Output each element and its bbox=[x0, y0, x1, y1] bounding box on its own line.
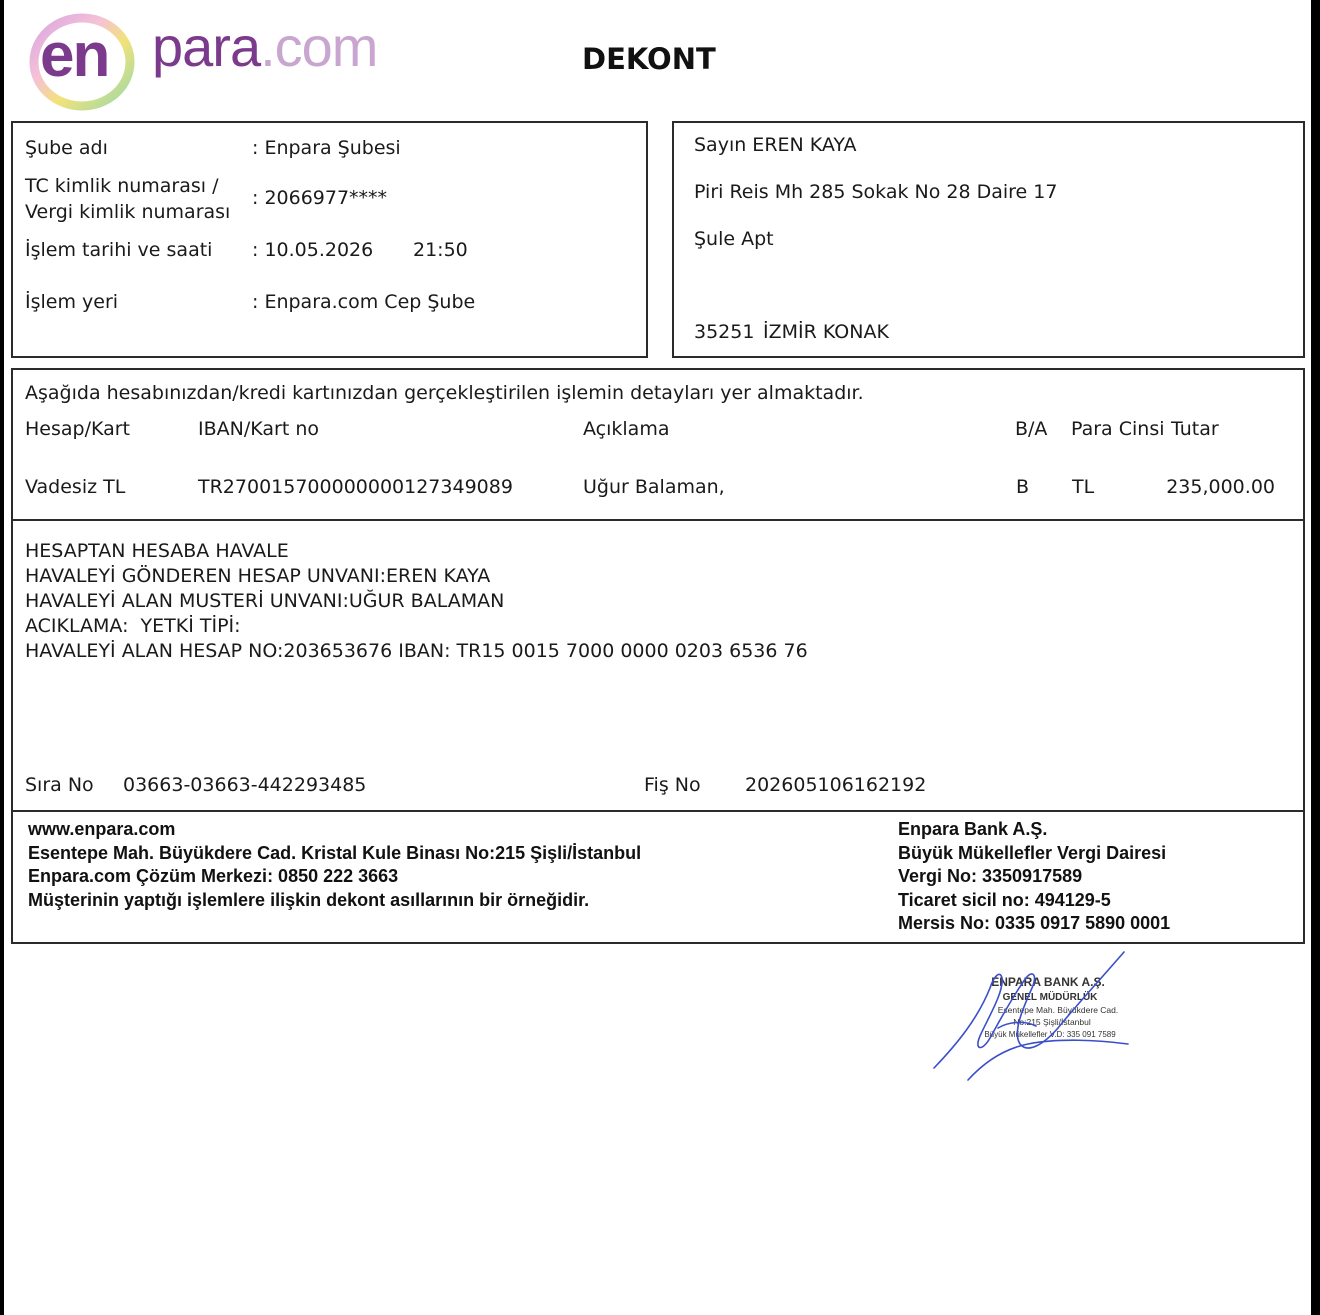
logo-com-text: .com bbox=[260, 15, 378, 78]
footer-bank-name: Enpara Bank A.Ş. bbox=[898, 819, 1048, 839]
memo-line: HAVALEYİ ALAN MUSTERİ UNVANI:UĞUR BALAMAN bbox=[25, 590, 505, 612]
enpara-logo bbox=[22, 6, 378, 110]
footer-support-phone: Enpara.com Çözüm Merkezi: 0850 222 3663 bbox=[28, 866, 399, 886]
row-iban: TR270015700000000127349089 bbox=[198, 476, 513, 498]
receipt-number-label: Fiş No bbox=[644, 774, 701, 796]
memo-line: HAVALEYİ ALAN HESAP NO:203653676 IBAN: TR15 0015 7000 0000 0203 6536 76 bbox=[25, 640, 808, 662]
stamp-line-5: Büyük Mükellefler V.D: 335 091 7589 bbox=[984, 1030, 1116, 1039]
memo-line: ACIKLAMA: YETKİ TİPİ: bbox=[25, 615, 241, 637]
page-edge-right bbox=[1311, 0, 1320, 1315]
footer-tax-number: Vergi No: 3350917589 bbox=[898, 866, 1083, 886]
logo-para bbox=[152, 14, 377, 79]
row-amount: 235,000.00 bbox=[1166, 476, 1275, 498]
page-edge-left bbox=[0, 0, 4, 1315]
receipt-number-value: 202605106162192 bbox=[745, 774, 927, 796]
transaction-date-value: : 10.05.2026 bbox=[252, 239, 374, 261]
footer-website: www.enpara.com bbox=[28, 819, 176, 839]
transaction-time-value: 21:50 bbox=[413, 239, 468, 261]
footer-left-block bbox=[28, 818, 641, 912]
logo-en: en bbox=[40, 21, 109, 90]
header-account: Hesap/Kart bbox=[25, 418, 131, 440]
header-amount: Tutar bbox=[1171, 418, 1219, 440]
stamp-line-3: Esentepe Mah. Büyükdere Cad. bbox=[997, 1005, 1119, 1015]
row-ba: B bbox=[1016, 476, 1030, 498]
recipient-greeting: Sayın EREN KAYA bbox=[694, 134, 857, 156]
bank-stamp-signature bbox=[928, 948, 1148, 1088]
footer-right-block bbox=[898, 818, 1170, 936]
memo-line: HAVALEYİ GÖNDEREN HESAP UNVANI:EREN KAYA bbox=[25, 565, 491, 587]
sequence-number-label: Sıra No bbox=[25, 774, 94, 796]
row-account: Vadesiz TL bbox=[25, 476, 126, 498]
header-description: Açıklama bbox=[583, 418, 670, 440]
stamp-line-4: No:215 Şişli/İstanbul bbox=[1013, 1017, 1091, 1027]
address-line-2: Şule Apt bbox=[694, 228, 774, 250]
address-city: İZMİR KONAK bbox=[763, 321, 889, 343]
branch-name-label: Şube adı bbox=[25, 137, 108, 159]
document-title: DEKONT bbox=[582, 42, 716, 76]
transaction-date-label: İşlem tarihi ve saati bbox=[25, 239, 213, 261]
stamp-line-2: GENEL MÜDÜRLÜK bbox=[1002, 992, 1098, 1003]
details-intro-text: Aşağıda hesabınızdan/kredi kartınızdan gerçekleştirilen işlemin detayları yer almaktadır. bbox=[25, 382, 864, 404]
transfer-memo bbox=[25, 539, 808, 664]
footer-trade-registry: Ticaret sicil no: 494129-5 bbox=[898, 889, 1111, 910]
header-ba: B/A bbox=[1015, 418, 1048, 440]
sequence-number-value: 03663-03663-442293485 bbox=[123, 774, 367, 796]
tax-id-label-line1: TC kimlik numarası / bbox=[25, 175, 219, 197]
header-iban: IBAN/Kart no bbox=[198, 418, 319, 440]
details-divider bbox=[11, 519, 1305, 521]
tax-id-value: : 2066977**** bbox=[252, 187, 388, 209]
signature-scribble bbox=[934, 952, 1128, 1080]
logo-para-text: para bbox=[152, 15, 261, 78]
address-postal-code: 35251 bbox=[694, 321, 755, 343]
tax-id-label-line2: Vergi kimlik numarası bbox=[25, 201, 231, 223]
branch-name-value: : Enpara Şubesi bbox=[252, 137, 401, 159]
address-line-1: Piri Reis Mh 285 Sokak No 28 Daire 17 bbox=[694, 181, 1058, 203]
transaction-place-label: İşlem yeri bbox=[25, 291, 119, 313]
footer-tax-office: Büyük Mükellefler Vergi Dairesi bbox=[898, 842, 1167, 863]
row-description: Uğur Balaman, bbox=[583, 476, 725, 498]
header-currency: Para Cinsi bbox=[1071, 418, 1165, 440]
stamp-line-1: ENPARA BANK A.Ş. bbox=[991, 975, 1105, 989]
footer-address: Esentepe Mah. Büyükdere Cad. Kristal Kule Binası No:215 Şişli/İstanbul bbox=[28, 842, 642, 863]
footer-mersis-number: Mersis No: 0335 0917 5890 0001 bbox=[898, 913, 1171, 933]
footer-disclaimer: Müşterinin yaptığı işlemlere ilişkin dekont asıllarının bir örneğidir. bbox=[28, 889, 590, 910]
transaction-place-value: : Enpara.com Cep Şube bbox=[252, 291, 476, 313]
memo-line: HESAPTAN HESABA HAVALE bbox=[25, 540, 289, 562]
row-currency: TL bbox=[1072, 476, 1095, 498]
